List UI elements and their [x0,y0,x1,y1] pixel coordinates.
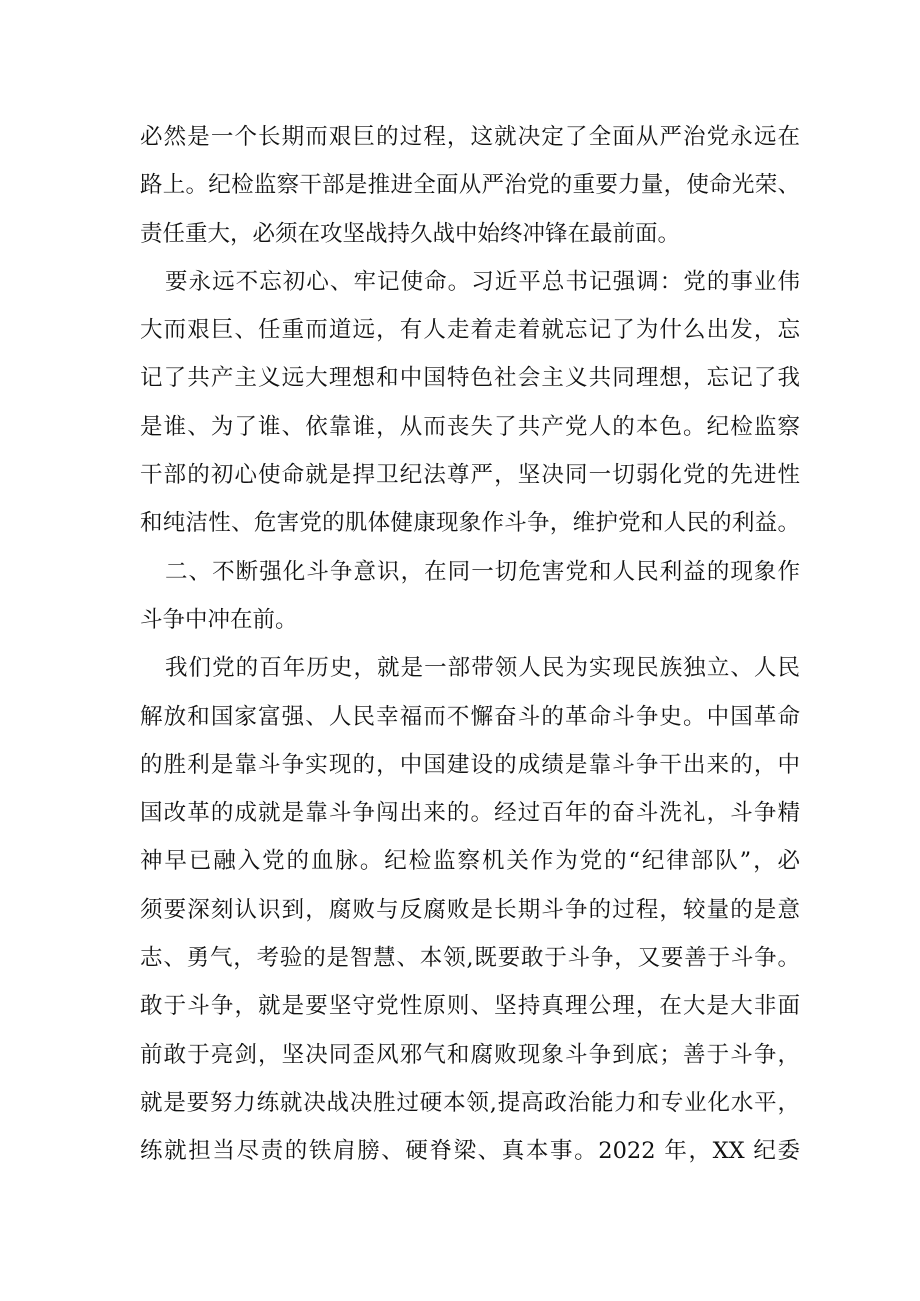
text-line: 练就担当尽责的铁肩膀、硬脊梁、真本事。2022 年，XX 纪委 [140,1138,800,1165]
text-line: 要永远不忘初心、牢记使命。习近平总书记强调：党的事业伟 [165,268,800,295]
text-line: 志、勇气，考验的是智慧、本领,既要敢于斗争，又要善于斗争。 [140,945,800,972]
text-line: 就是要努力练就决战决胜过硬本领,提高政治能力和专业化水平， [140,1089,800,1116]
text-line: 记了共产主义远大理想和中国特色社会主义共同理想，忘记了我 [140,365,800,392]
text-line: 责任重大，必须在攻坚战持久战中始终冲锋在最前面。 [140,220,681,247]
text-line: 神早已融入党的血脉。纪检监察机关作为党的“纪律部队”，必 [140,848,800,875]
text-line: 路上。纪检监察干部是推进全面从严治党的重要力量，使命光荣、 [140,172,800,199]
body-text [140,113,800,1176]
text-line: 敢于斗争，就是要坚守党性原则、坚持真理公理，在大是大非面 [140,993,800,1020]
text-line: 前敢于亮剑，坚决同歪风邪气和腐败现象斗争到底；善于斗争， [140,1041,800,1068]
text-line: 须要深刻认识到，腐败与反腐败是长期斗争的过程，较量的是意 [140,896,800,923]
text-line: 解放和国家富强、人民幸福而不懈奋斗的革命斗争史。中国革命 [140,703,800,730]
text-line: 的胜利是靠斗争实现的，中国建设的成绩是靠斗争干出来的，中 [140,751,800,778]
text-line: 和纯洁性、危害党的肌体健康现象作斗争，维护党和人民的利益。 [140,510,800,537]
text-line: 是谁、为了谁、依靠谁，从而丧失了共产党人的本色。纪检监察 [140,413,800,440]
section-heading: 二、不断强化斗争意识，在同一切危害党和人民利益的现象作 [165,558,800,585]
text-line: 必然是一个长期而艰巨的过程，这就决定了全面从严治党永远在 [140,124,800,150]
text-line: 大而艰巨、任重而道远，有人走着走着就忘记了为什么出发，忘 [140,317,800,344]
text-line: 干部的初心使命就是捍卫纪法尊严，坚决同一切弱化党的先进性 [140,462,800,489]
section-heading: 斗争中冲在前。 [140,606,298,633]
text-line: 我们党的百年历史，就是一部带领人民为实现民族独立、人民 [165,655,800,682]
text-line: 国改革的成就是靠斗争闯出来的。经过百年的奋斗洗礼，斗争精 [140,800,800,827]
